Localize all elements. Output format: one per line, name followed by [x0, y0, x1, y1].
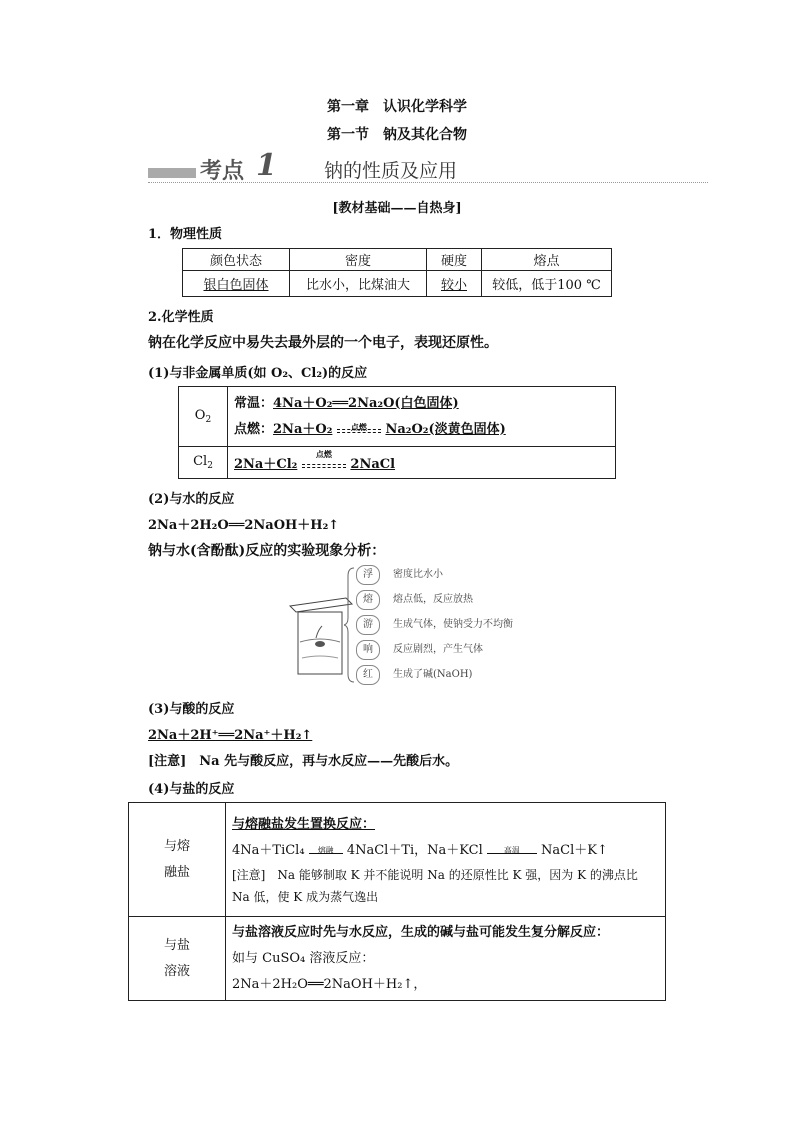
molten-eq2-cond: 高温 — [503, 845, 520, 855]
td-hardness: 较小 — [427, 271, 482, 297]
molten-arrow-1 — [309, 847, 343, 854]
acid-heading: (3)与酸的反应 — [148, 702, 235, 717]
physical-table — [182, 248, 612, 297]
molten-eq1-right: 4NaCl＋Ti，Na＋KCl — [346, 842, 483, 858]
o2-normal-row — [234, 391, 609, 417]
th-color: 颜色状态 — [183, 249, 290, 271]
nonmetal-table — [178, 386, 616, 479]
molten-note: [注意] Na 能够制取 K 并不能说明 Na 的还原性比 K 强，因为 K 的沸点比 Na 低，使 K 成为蒸气逸出 — [232, 867, 638, 904]
molten-eq1-left: 4Na＋TiCl₄ — [232, 842, 305, 858]
diagram-list — [356, 562, 556, 687]
cl2-right: 2NaCl — [350, 457, 396, 472]
chapter-title: 第一章 认识化学科学 — [327, 99, 467, 115]
molten-eq-row — [232, 838, 659, 864]
molten-label-cell — [129, 803, 226, 917]
solution-content — [226, 917, 666, 1001]
diagram-row — [356, 637, 556, 662]
diagram-text: 生成了碱(NaOH) — [393, 669, 473, 680]
water-exp-heading: 钠与水(含酚酞)反应的实验现象分析： — [148, 543, 386, 559]
solution-line1: 与盐溶液反应时先与水反应，生成的碱与盐可能发生复分解反应： — [232, 924, 610, 940]
molten-arrow-2 — [487, 847, 537, 854]
kaodian-banner — [148, 150, 708, 186]
diagram-row — [356, 562, 556, 587]
experiment-diagram — [286, 562, 546, 688]
o2-burn-prefix: 点燃： — [234, 421, 274, 437]
th-density: 密度 — [290, 249, 427, 271]
td-density: 比水小，比煤油大 — [290, 271, 427, 297]
acid-equation: 2Na＋2H⁺══2Na⁺＋H₂↑ — [148, 728, 313, 743]
salt-heading: (4)与盐的反应 — [148, 782, 235, 797]
water-equation: 2Na＋2H₂O══2NaOH＋H₂↑ — [148, 518, 340, 533]
water-heading: (2)与水的反应 — [148, 492, 235, 507]
td-color: 银白色固体 — [183, 271, 290, 297]
diagram-tag: 熔 — [356, 590, 380, 610]
molten-label-1: 与熔 — [163, 838, 190, 854]
physical-heading: 1．物理性质 — [148, 227, 223, 242]
diagram-tag: 红 — [356, 665, 380, 685]
diagram-row — [356, 612, 556, 637]
diagram-text: 熔点低，反应放热 — [393, 594, 474, 605]
diagram-text: 生成气体，使钠受力不均衡 — [393, 619, 514, 630]
nonmetal-heading: (1)与非金属单质(如 O₂、Cl₂)的反应 — [148, 366, 368, 381]
cl2-equation — [228, 447, 616, 479]
cl2-left: 2Na＋Cl₂ — [234, 457, 298, 472]
salt-table — [128, 802, 666, 1001]
chemical-heading: 2.化学性质 — [148, 310, 214, 325]
molten-line1: 与熔融盐发生置换反应： — [232, 816, 376, 832]
banner-bar — [148, 168, 196, 178]
solution-label-1: 与盐 — [163, 937, 190, 953]
td-melting: 较低，低于100 ℃ — [482, 271, 612, 297]
cl2-sub: 2 — [207, 461, 213, 471]
o2-normal-prefix: 常温： — [234, 395, 274, 411]
diagram-text: 密度比水小 — [393, 569, 444, 580]
o2-normal-eq: 4Na＋O₂══2Na₂O(白色固体) — [273, 395, 459, 411]
kaodian-label: 考点 — [200, 159, 245, 184]
section-title: 第一节 钠及其化合物 — [327, 127, 467, 143]
th-melting: 熔点 — [482, 249, 612, 271]
th-hardness: 硬度 — [427, 249, 482, 271]
o2-cell — [179, 387, 228, 447]
solution-line3: 2Na＋2H₂O══2NaOH＋H₂↑， — [232, 976, 427, 992]
subheader: [教材基础——自热身] — [332, 201, 462, 216]
molten-label-2: 融盐 — [163, 864, 190, 880]
kaodian-title: 钠的性质及应用 — [324, 160, 458, 182]
diagram-text: 反应剧烈，产生气体 — [393, 644, 484, 655]
molten-eq2-right: NaCl＋K↑ — [541, 842, 608, 858]
solution-label-cell — [129, 917, 226, 1001]
cl2-arrow — [302, 449, 346, 468]
o2-burn-left: 2Na＋O₂ — [273, 421, 333, 437]
banner-underline — [148, 182, 708, 183]
o2-burn-cond: 点燃 — [350, 421, 367, 432]
chemical-intro: 钠在化学反应中易失去最外层的一个电子，表现还原性。 — [148, 335, 498, 351]
o2-burn-right: Na₂O₂(淡黄色固体) — [385, 421, 506, 437]
cl2-label: Cl — [193, 454, 208, 469]
solution-label-2: 溶液 — [163, 963, 190, 979]
molten-eq1-cond: 熔融 — [317, 845, 334, 855]
brace-icon — [344, 566, 356, 684]
molten-content — [226, 803, 666, 917]
diagram-row — [356, 587, 556, 612]
cl2-cell — [179, 447, 228, 479]
kaodian-number: 1 — [256, 148, 277, 183]
diagram-tag: 响 — [356, 640, 380, 660]
diagram-tag: 游 — [356, 615, 380, 635]
diagram-row — [356, 662, 556, 687]
o2-burn-row — [234, 417, 609, 443]
cl2-cond: 点燃 — [315, 449, 332, 459]
solution-line2: 如与 CuSO₄ 溶液反应： — [232, 950, 375, 966]
o2-equations — [228, 387, 616, 447]
o2-label: O — [194, 408, 206, 423]
o2-sub: 2 — [205, 415, 212, 425]
diagram-tag: 浮 — [356, 565, 380, 585]
o2-burn-arrow — [337, 423, 381, 433]
acid-note: [注意] Na 先与酸反应，再与水反应——先酸后水。 — [148, 754, 459, 769]
